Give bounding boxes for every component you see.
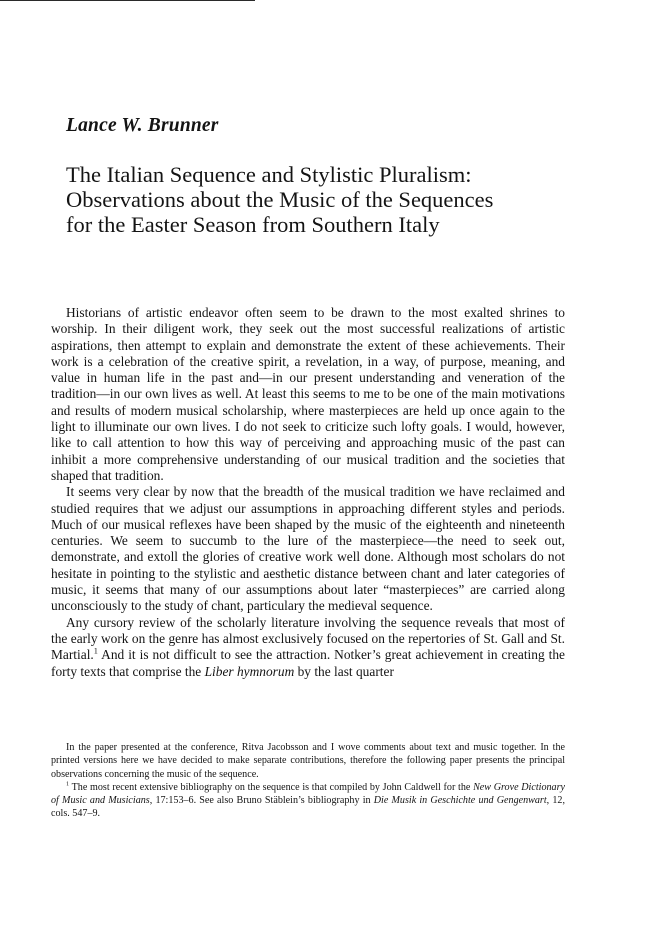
footnote-number: 1 bbox=[66, 780, 70, 788]
publication-title: Die Musik in Geschichte und Gengenwart bbox=[373, 795, 547, 807]
footnote-reference[interactable]: 1 bbox=[93, 646, 98, 656]
footnote-text: The most recent extensive bibliography on the sequence is that compiled by John Caldwell for the bbox=[69, 781, 474, 793]
title-line: The Italian Sequence and Stylistic Pluralism: bbox=[66, 162, 472, 187]
body-text bbox=[51, 305, 565, 680]
title-line: for the Easter Season from Southern Italy bbox=[66, 212, 440, 237]
paragraph: Historians of artistic endeavor often seem to be drawn to the most exalted shrines to worship. In their diligent work, they seek out the most successful realizations of artistic aspirations, then attempt to explain and demonstrate the extent of these achievements. Their work is a celebration of the creative spirit, a revelation, in a way, of purpose, meaning, and value in human life in the past and—in our present understanding and veneration of the tradition—in our own lives as well. At least this seems to me to be one of the main motivations and results of modern musical scholarship, where masterpieces are held up once again to the light to illuminate our own lives. I do not seek to criticize such lofty goals. I would, however, like to call attention to how this way of perceiving and approaching music of the past can inhibit a more comprehensive understanding of our musical tradition and the societies that shaped that tradition. bbox=[51, 305, 565, 483]
article-title bbox=[66, 162, 606, 237]
paragraph bbox=[51, 615, 565, 680]
footnote: In the paper presented at the conference, Ritva Jacobsson and I wove comments about text and music together. In the printed versions here we have decided to make separate contributions, therefore the following paper presents the principal observations concerning the music of the sequence. bbox=[51, 742, 565, 780]
paragraph: It seems very clear by now that the breadth of the musical tradition we have reclaimed and studied requires that we adjust our assumptions in approaching different styles and periods. Much of our musical reflexes have been shaped by the music of the eighteenth and nineteenth centuries. We seem to succumb to the lure of the masterpiece—the need to seek out, demonstrate, and extoll the glories of creative work well done. Although most scholars do not hesitate in pointing to the stylistic and aesthetic distance between chant and later categories of music, it seems that many of our assumptions about later “masterpieces” are carried along unconsciously to the study of chant, particulary the medieval sequence. bbox=[51, 484, 565, 614]
paragraph-text: And it is not difficult to see the attraction. Notker’s great achievement in creating the forty texts that comprise the bbox=[51, 647, 565, 679]
footnote bbox=[51, 781, 565, 821]
title-line: Observations about the Music of the Sequences bbox=[66, 187, 494, 212]
footnote-text: , 12, cols. 547–9. bbox=[51, 795, 566, 820]
paragraph-text: Any cursory review of the scholarly literature involving the sequence reveals that most of the early work on the genre has almost exclusively focused on the repertories of St. Gall and St. Martial. bbox=[51, 614, 565, 663]
paragraph-text: by the last quarter bbox=[294, 663, 394, 679]
publication-title: New Grove Dictionary of Music and Musicians bbox=[51, 781, 565, 807]
footnotes bbox=[51, 741, 565, 821]
author-name: Lance W. Brunner bbox=[66, 115, 219, 136]
book-title: Liber hymnorum bbox=[204, 663, 295, 679]
top-rule bbox=[0, 0, 255, 1]
footnote-text: , 17:153–6. See also Bruno Stäblein’s bibliography in bbox=[149, 795, 374, 807]
